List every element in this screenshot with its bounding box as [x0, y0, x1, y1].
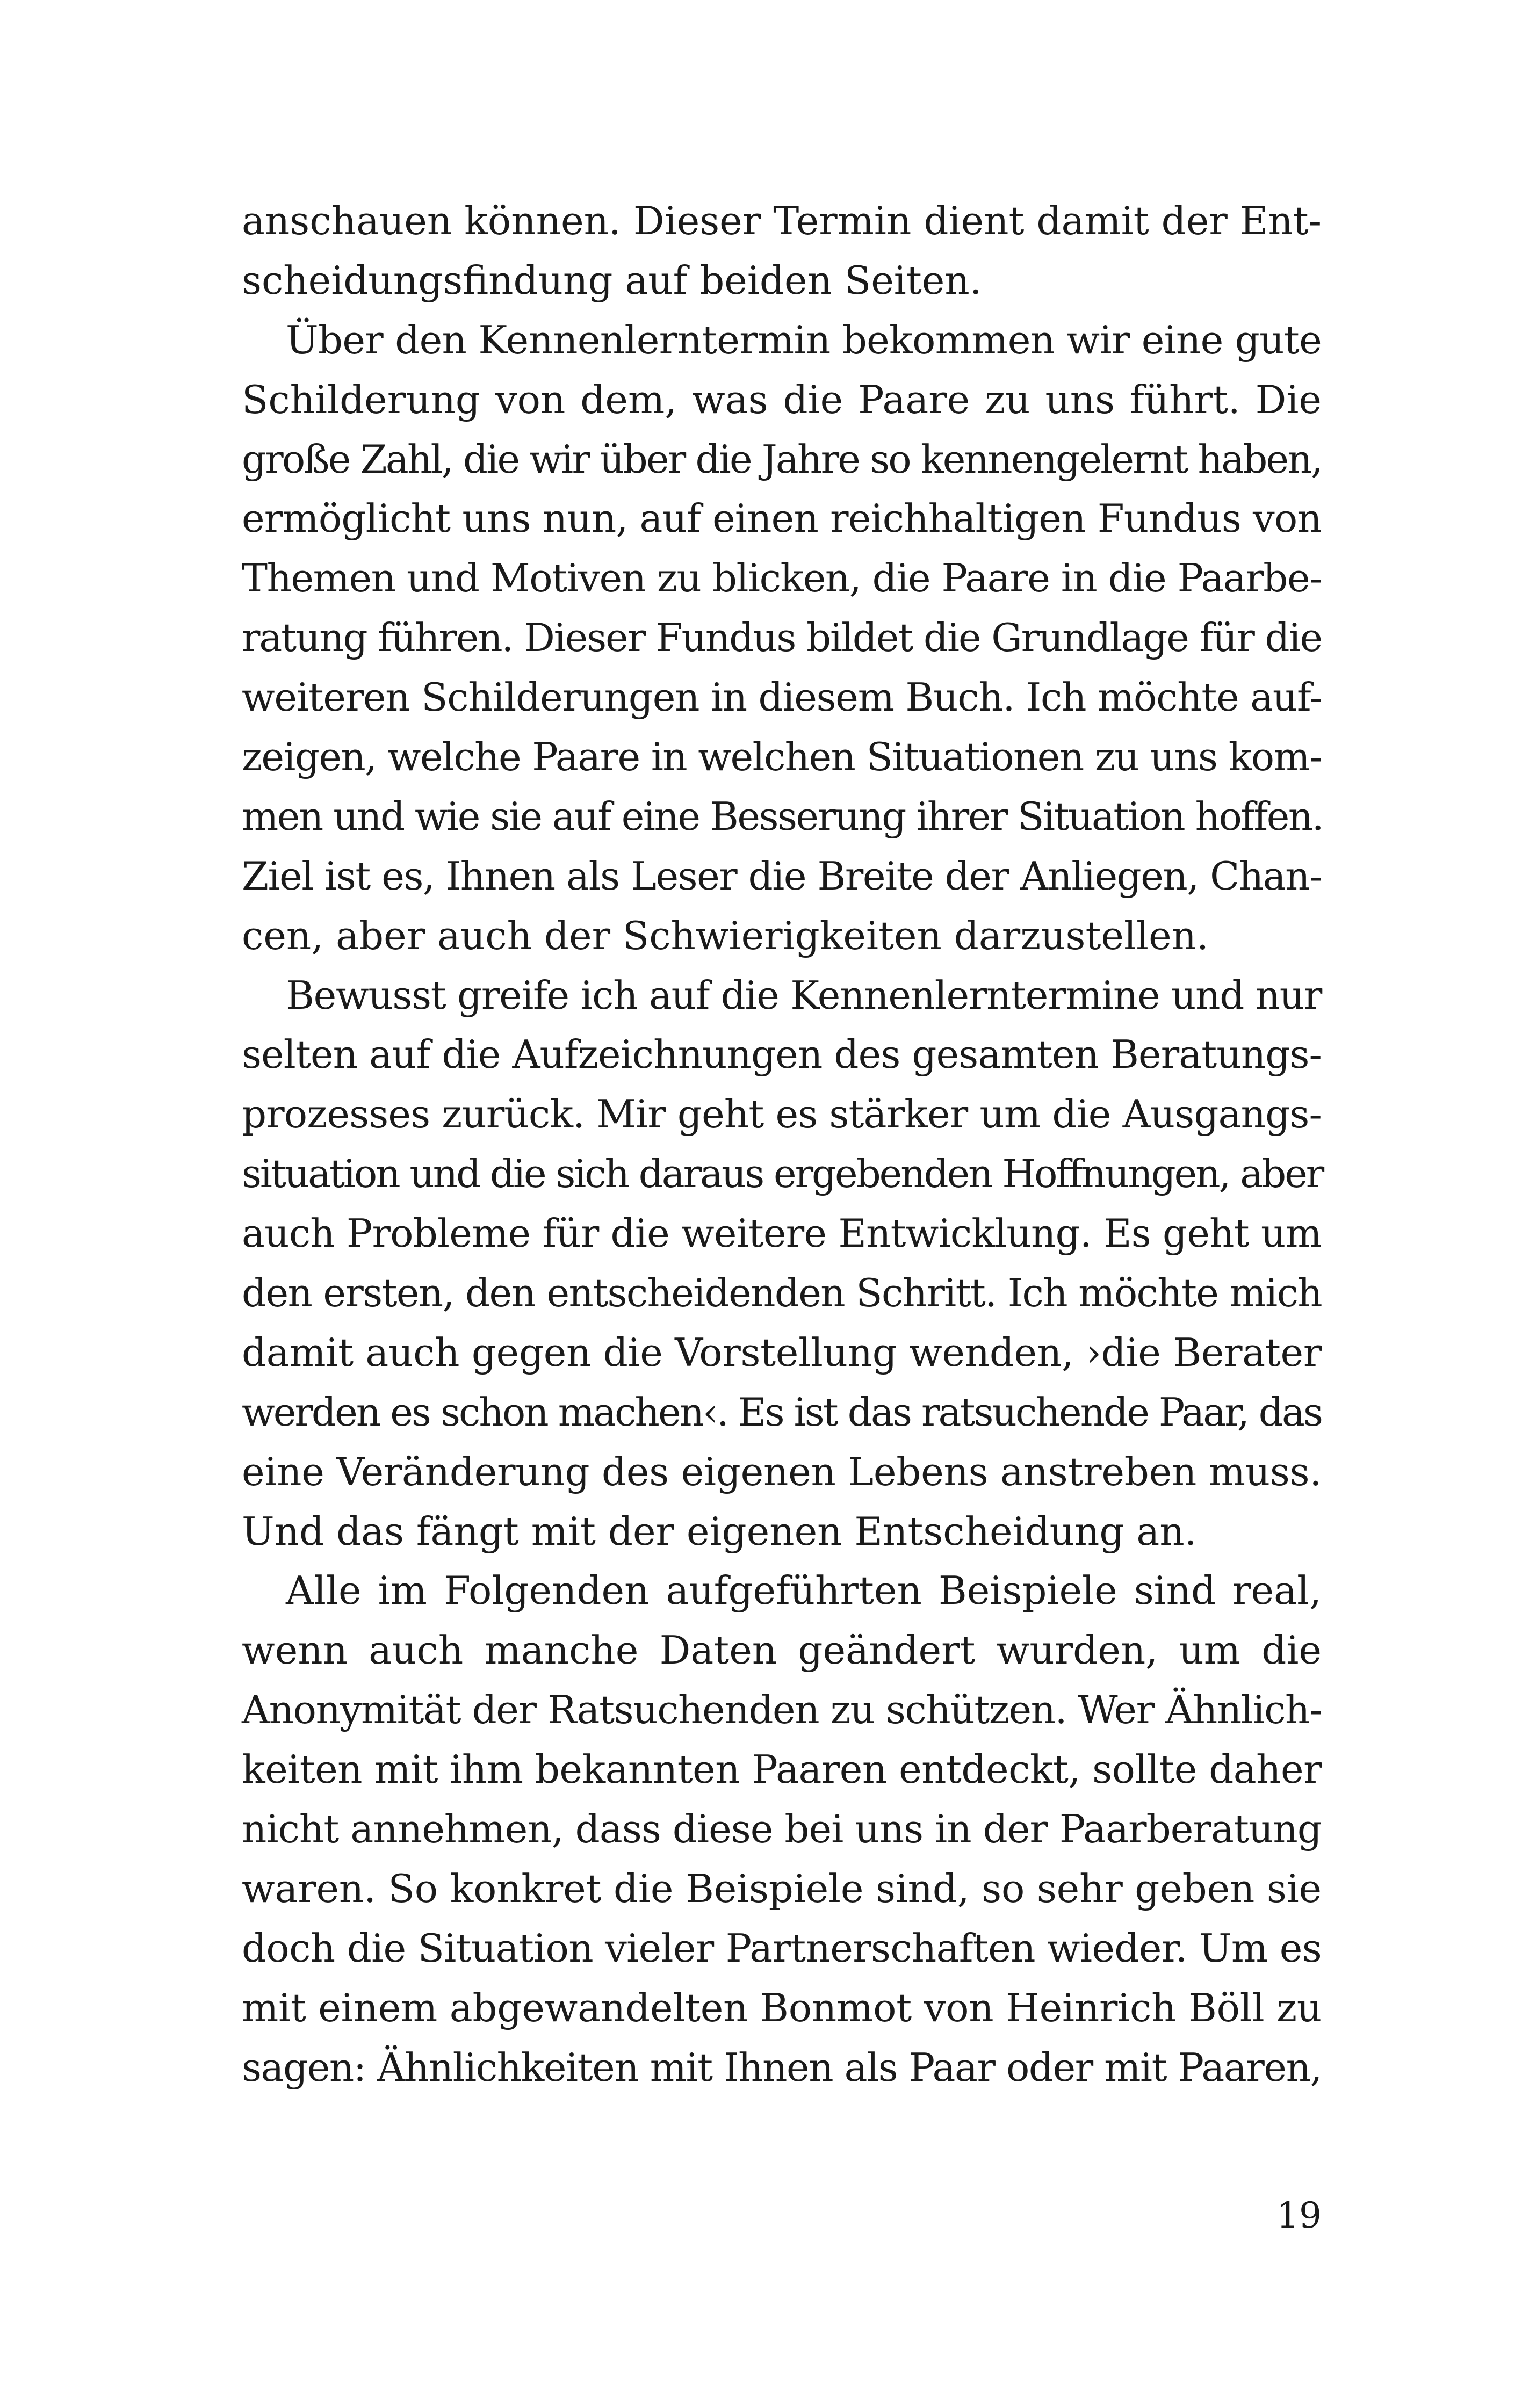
text-line: selten auf die Aufzeichnungen des gesamten Beratungs-	[242, 1032, 1322, 1078]
text-line: men und wie sie auf eine Besserung ihrer Situation hoffen.	[242, 793, 1323, 839]
text-line: doch die Situation vieler Partnerschaften wieder. Um es	[242, 1925, 1322, 1971]
text-line: situation und die sich daraus ergebenden Hoffnungen, aber	[242, 1151, 1323, 1197]
text-line: Alle im Folgenden aufgeführten Beispiele sind real,	[286, 1568, 1322, 1614]
text-line: nicht annehmen, dass diese bei uns in der Paarberatung	[242, 1806, 1322, 1852]
text-line: ratung führen. Dieser Fundus bildet die Grundlage für die	[242, 615, 1322, 661]
text-line: scheidungsfindung auf beiden Seiten.	[242, 257, 982, 303]
text-line: mit einem abgewandelten Bonmot von Heinrich Böll zu	[242, 1985, 1322, 2030]
paragraph	[242, 191, 1322, 310]
text-line: Schilderung von dem, was die Paare zu uns führt. Die	[242, 377, 1322, 422]
text-line: cen, aber auch der Schwierigkeiten darzustellen.	[242, 913, 1209, 958]
text-line: eine Veränderung des eigenen Lebens anstreben muss.	[242, 1449, 1322, 1494]
text-line: Themen und Motiven zu blicken, die Paare in die Paarbe-	[242, 555, 1322, 601]
text-line: weiteren Schilderungen in diesem Buch. Ich möchte auf-	[242, 675, 1322, 720]
text-line: Ziel ist es, Ihnen als Leser die Breite der Anliegen, Chan-	[242, 853, 1322, 899]
paragraph	[242, 310, 1322, 966]
paragraph	[242, 1561, 1322, 2097]
body-text	[242, 191, 1322, 2098]
page-number: 19	[1276, 2195, 1322, 2236]
text-line: zeigen, welche Paare in welchen Situationen zu uns kom-	[242, 734, 1322, 780]
text-line: anschauen können. Dieser Termin dient damit der Ent-	[242, 198, 1322, 243]
text-line: sagen: Ähnlichkeiten mit Ihnen als Paar oder mit Paaren,	[242, 2044, 1322, 2090]
text-line: Bewusst greife ich auf die Kennenlerntermine und nur	[286, 972, 1322, 1018]
text-line: auch Probleme für die weitere Entwicklung. Es geht um	[242, 1211, 1322, 1256]
text-line: wenn auch manche Daten geändert wurden, um die	[242, 1628, 1322, 1673]
text-line: damit auch gegen die Vorstellung wenden, ›die Berater	[242, 1329, 1322, 1375]
text-line: waren. So konkret die Beispiele sind, so sehr geben sie	[242, 1865, 1322, 1911]
text-line: ermöglicht uns nun, auf einen reichhaltigen Fundus von	[242, 496, 1322, 541]
text-line: keiten mit ihm bekannten Paaren entdeckt, sollte daher	[242, 1747, 1322, 1792]
text-line: prozesses zurück. Mir geht es stärker um die Ausgangs-	[242, 1091, 1322, 1137]
text-line: den ersten, den entscheidenden Schritt. Ich möchte mich	[242, 1270, 1322, 1316]
text-line: Und das fängt mit der eigenen Entscheidung an.	[242, 1508, 1197, 1554]
text-line: Anonymität der Ratsuchenden zu schützen. Wer Ähnlich-	[242, 1687, 1322, 1733]
text-line: große Zahl, die wir über die Jahre so kennengelernt haben,	[242, 436, 1322, 482]
text-line: werden es schon machen‹. Es ist das ratsuchende Paar, das	[242, 1389, 1322, 1435]
paragraph	[242, 966, 1322, 1561]
text-line: Über den Kennenlerntermin bekommen wir eine gute	[286, 317, 1322, 363]
